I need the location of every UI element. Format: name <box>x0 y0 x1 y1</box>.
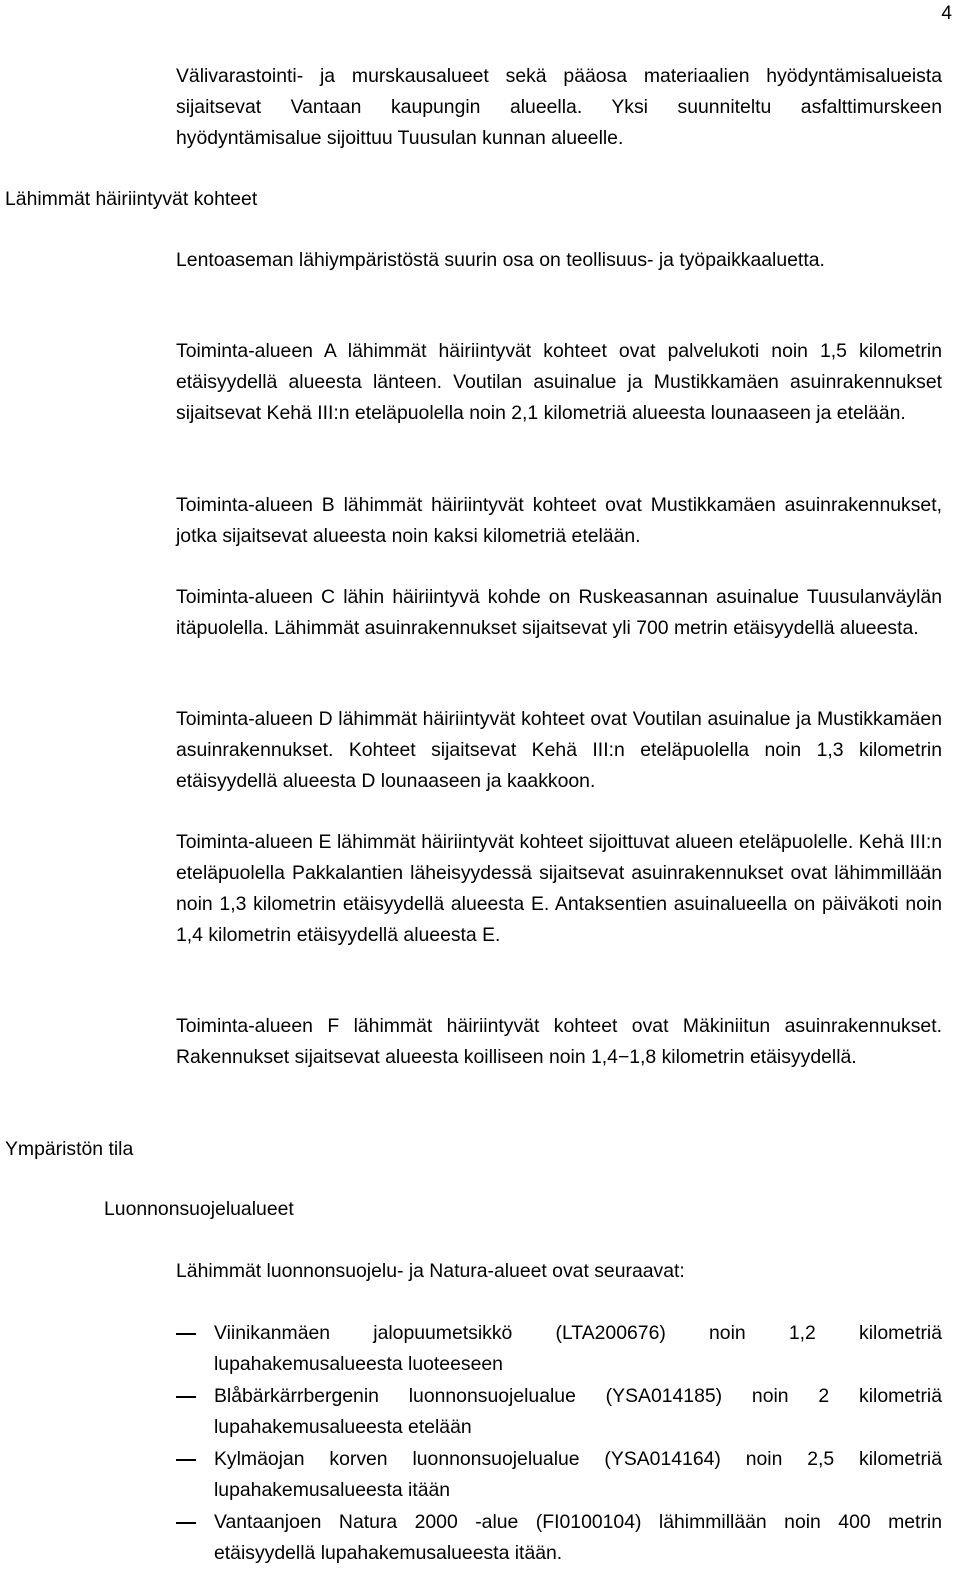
paragraph-area-c: Toiminta-alueen C lähin häiriintyvä kohde on Ruskeasannan asuinalue Tuusulanväylän itäpuolella. Lähimmät asuinrakennukset sijaitsevat yli 700 metrin etäisyydellä alueesta. <box>176 586 942 639</box>
list-item <box>176 1507 942 1569</box>
dash-bullet-icon <box>176 1333 196 1335</box>
heading-environment-status: Ympäristön tila <box>5 1138 134 1160</box>
list-item <box>176 1318 942 1380</box>
list-item <box>176 1444 942 1506</box>
subheading-nature-reserves: Luonnonsuojelualueet <box>104 1198 294 1220</box>
intro-paragraph: Välivarastointi- ja murskausalueet sekä pääosa materiaalien hyödyntämisalueista sijaitsevat Vantaan kaupungin alueella. Yksi suunniteltu asfalttimurskeen hyödyntämisalue sijoittuu Tuusulan kunnan alueelle. <box>176 65 942 149</box>
list-item-text: Viinikanmäen jalopuumetsikkö (LTA200676) noin 1,2 kilometriä lupahakemusalueesta luoteeseen <box>214 1322 942 1375</box>
paragraph-area-f: Toiminta-alueen F lähimmät häiriintyvät kohteet ovat Mäkiniitun asuinrakennukset. Rakennukset sijaitsevat alueesta koilliseen noin 1,4−1,8 kilometrin etäisyydellä. <box>176 1015 942 1068</box>
nature-areas-list <box>176 1318 942 1570</box>
dash-bullet-icon <box>176 1459 196 1461</box>
paragraph-nature-intro: Lähimmät luonnonsuojelu- ja Natura-alueet ovat seuraavat: <box>176 1260 685 1282</box>
dash-bullet-icon <box>176 1522 196 1524</box>
list-item <box>176 1381 942 1443</box>
paragraph-area-a: Toiminta-alueen A lähimmät häiriintyvät kohteet ovat palvelukoti noin 1,5 kilometrin etäisyydellä alueesta länteen. Voutilan asuinalue ja Mustikkamäen asuinrakennukset sijaitsevat Kehä III:n eteläpuolella noin 2,1 kilometriä alueesta lounaaseen ja etelään. <box>176 340 942 424</box>
list-item-text: Kylmäojan korven luonnonsuojelualue (YSA014164) noin 2,5 kilometriä lupahakemusalueesta itään <box>214 1448 942 1501</box>
page-number: 4 <box>941 3 952 24</box>
paragraph-area-d: Toiminta-alueen D lähimmät häiriintyvät kohteet ovat Voutilan asuinalue ja Mustikkamäen asuinrakennukset. Kohteet sijaitsevat Kehä III:n eteläpuolella noin 1,3 kilometrin etäisyydellä alueesta D lounaaseen ja kaakkoon. <box>176 708 942 792</box>
dash-bullet-icon <box>176 1396 196 1398</box>
list-item-text: Blåbärkärrbergenin luonnonsuojelualue (YSA014185) noin 2 kilometriä lupahakemusalueesta etelään <box>214 1385 942 1438</box>
paragraph-area-b: Toiminta-alueen B lähimmät häiriintyvät kohteet ovat Mustikkamäen asuinrakennukset, jotka sijaitsevat alueesta noin kaksi kilometriä etelään. <box>176 494 942 547</box>
list-item-text: Vantaanjoen Natura 2000 -alue (FI0100104) lähimmillään noin 400 metrin etäisyydellä lupahakemusalueesta itään. <box>214 1511 942 1564</box>
heading-nearest-receptors: Lähimmät häiriintyvät kohteet <box>5 188 258 210</box>
paragraph-airport-surroundings: Lentoaseman lähiympäristöstä suurin osa on teollisuus- ja työpaikkaaluetta. <box>176 249 825 271</box>
paragraph-area-e: Toiminta-alueen E lähimmät häiriintyvät kohteet sijoittuvat alueen eteläpuolelle. Kehä III:n eteläpuolella Pakkalantien läheisyydessä sijaitsevat asuinrakennukset ovat lähimmillään noin 1,3 kilometrin etäisyydellä alueesta E. Antaksentien asuinalueella on päiväkoti noin 1,4 kilometrin etäisyydellä alueesta E. <box>176 831 942 946</box>
